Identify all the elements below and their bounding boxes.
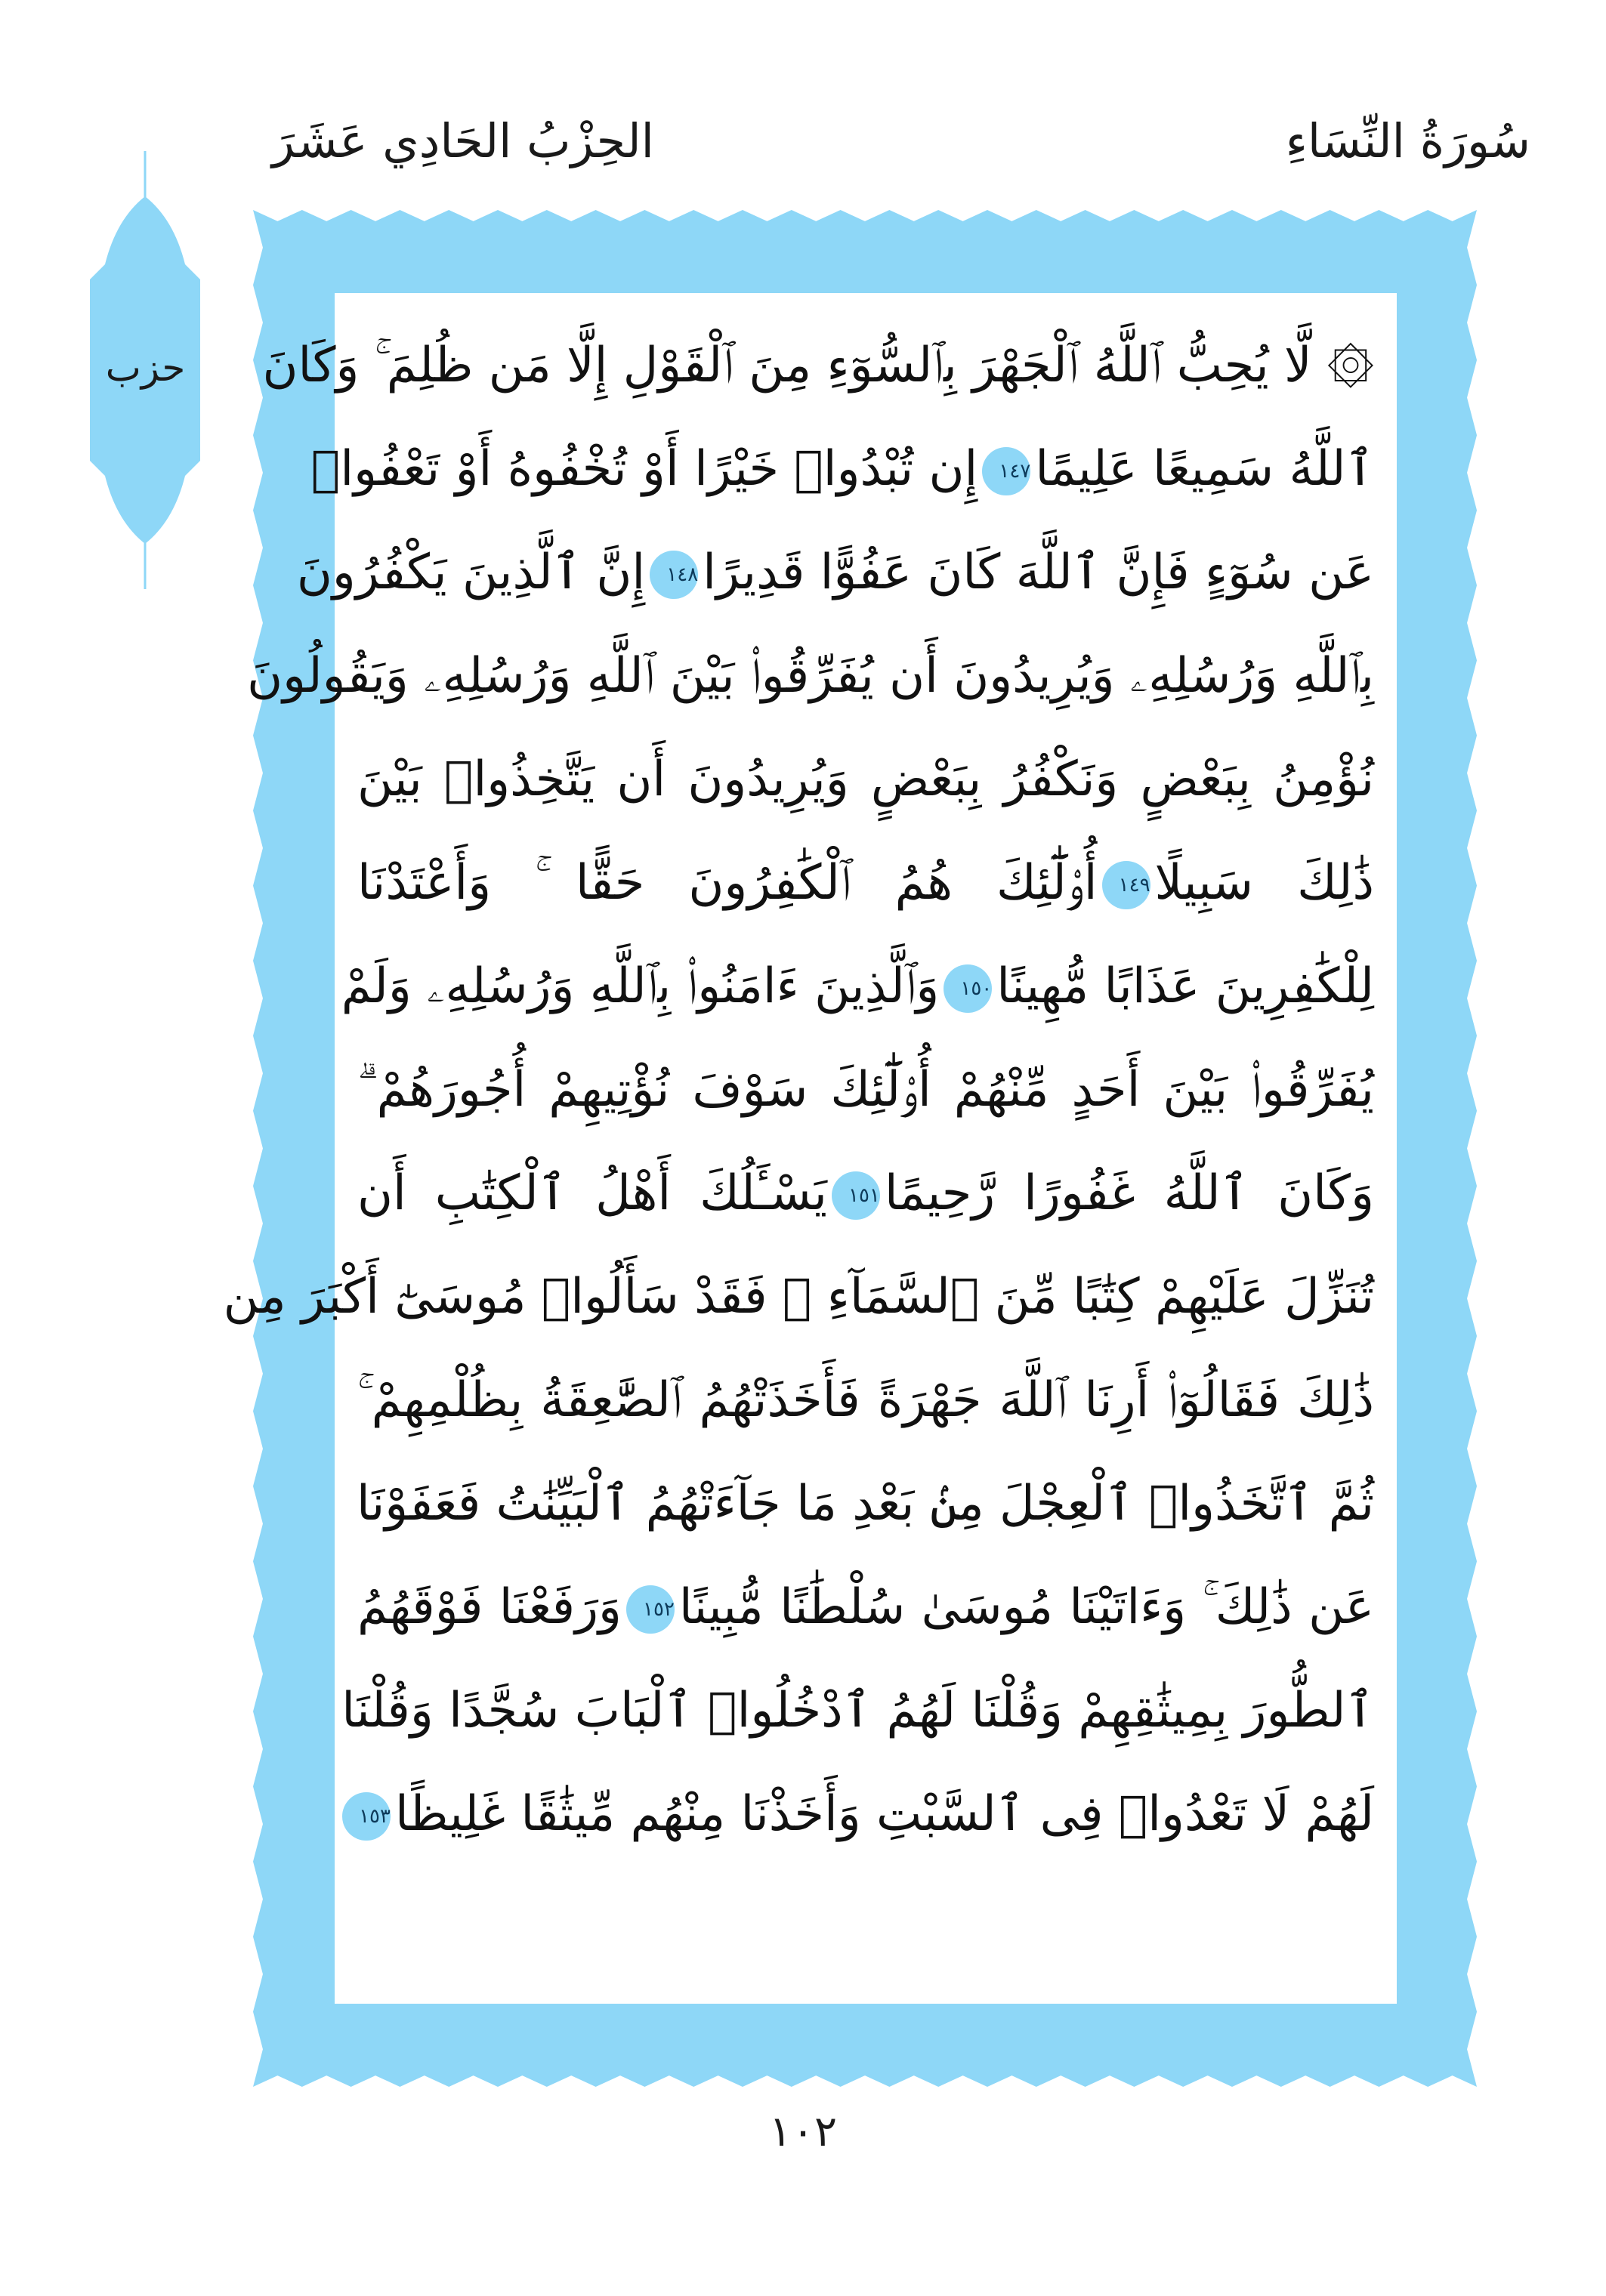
verse-text: لِلْكَٰفِرِينَ عَذَابًا مُّهِينًا — [996, 958, 1374, 1014]
verse-line — [262, 314, 1374, 418]
hizb-marker — [83, 151, 208, 589]
verse-line — [357, 1038, 1374, 1142]
verse-line — [357, 1142, 1374, 1245]
ayah-marker: ١٥٢ — [626, 1585, 675, 1634]
verse-text: ثُمَّ ٱتَّخَذُوا۟ ٱلْعِجْلَ مِنۢ بَعْدِ مَا جَآءَتْهُمُ ٱلْبَيِّنَٰتُ فَعَفَوْنَا — [356, 1476, 1374, 1532]
verse-line — [357, 832, 1374, 935]
ayah-marker: ١٤٧ — [982, 447, 1030, 495]
surah-title: سُورَةُ النِّسَاءِ — [1285, 113, 1530, 168]
verse-text: بِٱللَّهِ وَرُسُلِهِۦ وَيُرِيدُونَ أَن يُفَرِّقُوا۟ بَيْنَ ٱللَّهِ وَرُسُلِهِۦ وَيَقُولُونَ — [247, 648, 1374, 704]
text-area — [223, 293, 1397, 2004]
verse-text: إِن تُبْدُوا۟ خَيْرًا أَوْ تُخْفُوهُ أَوْ تَعْفُوا۟ — [310, 441, 978, 497]
hizb-title: الحِزْبُ الحَادِي عَشَرَ — [272, 113, 654, 168]
verse-text: يَسْـَٔلُكَ أَهْلُ ٱلْكِتَٰبِ أَن — [357, 1165, 827, 1221]
ayah-marker: ١٤٨ — [650, 551, 698, 599]
verse-line — [357, 1349, 1374, 1452]
verse-text: وَٱلَّذِينَ ءَامَنُوا۟ بِٱللَّهِ وَرُسُلِهِۦ وَلَمْ — [341, 958, 940, 1014]
verse-line — [357, 1556, 1374, 1659]
verse-line — [357, 1452, 1374, 1556]
verse-text: يُفَرِّقُوا۟ بَيْنَ أَحَدٍ مِّنْهُمْ أُو۟لَٰٓئِكَ سَوْفَ نُؤْتِيهِمْ أُجُورَهُمْ ۗ — [357, 1062, 1374, 1118]
verse-text: لَهُمْ لَا تَعْدُوا۟ فِى ٱلسَّبْتِ وَأَخَذْنَا مِنْهُم مِّيثَٰقًا غَلِيظًا — [395, 1786, 1374, 1842]
verse-line — [341, 935, 1374, 1038]
verse-text: وَكَانَ ٱللَّهُ غَفُورًا رَّحِيمًا — [884, 1165, 1374, 1221]
verse-line — [247, 625, 1374, 728]
verse-line — [310, 418, 1374, 521]
verse-line — [341, 1659, 1374, 1763]
verse-text: ذَٰلِكَ فَقَالُوٓا۟ أَرِنَا ٱللَّهَ جَهْرَةً فَأَخَذَتْهُمُ ٱلصَّٰعِقَةُ بِظُلْمِهِمْ ۚ — [357, 1372, 1374, 1428]
verse-text: تُنَزِّلَ عَلَيْهِمْ كِتَٰبًا مِّنَ ٱلسَّمَآءِ ۚ فَقَدْ سَأَلُوا۟ مُوسَىٰٓ أَكْبَرَ مِن — [223, 1269, 1374, 1325]
verse-text: ٱلطُّورَ بِمِيثَٰقِهِمْ وَقُلْنَا لَهُمُ ٱدْخُلُوا۟ ٱلْبَابَ سُجَّدًا وَقُلْنَا — [341, 1683, 1374, 1739]
verse-text: وَرَفَعْنَا فَوْقَهُمُ — [357, 1579, 622, 1635]
hizb-label: حزب — [105, 346, 186, 390]
verse-text: عَن سُوٓءٍ فَإِنَّ ٱللَّهَ كَانَ عَفُوًّا قَدِيرًا — [703, 545, 1374, 600]
verse-line — [357, 728, 1374, 832]
verse-text: أُو۟لَٰٓئِكَ هُمُ ٱلْكَٰفِرُونَ حَقًّا ۚ وَأَعْتَدْنَا — [357, 855, 1098, 911]
verse-text: ۞ لَّا يُحِبُّ ٱللَّهُ ٱلْجَهْرَ بِٱلسُّوٓءِ مِنَ ٱلْقَوْلِ إِلَّا مَن ظُلِمَ ۚ وَكَانَ — [262, 338, 1374, 393]
verse-text: نُؤْمِنُ بِبَعْضٍ وَنَكْفُرُ بِبَعْضٍ وَيُرِيدُونَ أَن يَتَّخِذُوا۟ بَيْنَ — [357, 751, 1374, 807]
verse-line — [223, 1245, 1374, 1349]
ayah-marker: ١٥١ — [832, 1171, 880, 1220]
ayah-marker: ١٤٩ — [1102, 861, 1150, 909]
verse-lines — [223, 314, 1375, 1866]
verse-line — [296, 521, 1374, 625]
page-number: ١٠٢ — [768, 2107, 838, 2156]
verse-text: ٱللَّهُ سَمِيعًا عَلِيمًا — [1035, 441, 1374, 497]
verse-text: إِنَّ ٱلَّذِينَ يَكْفُرُونَ — [296, 545, 646, 600]
verse-text: ذَٰلِكَ سَبِيلًا — [1154, 855, 1375, 911]
ayah-marker: ١٥٠ — [944, 964, 992, 1013]
verse-text: عَن ذَٰلِكَ ۚ وَءَاتَيْنَا مُوسَىٰ سُلْطَٰنًا مُّبِينًا — [678, 1579, 1375, 1635]
verse-line — [357, 1763, 1374, 1866]
ayah-marker: ١٥٣ — [342, 1792, 391, 1841]
